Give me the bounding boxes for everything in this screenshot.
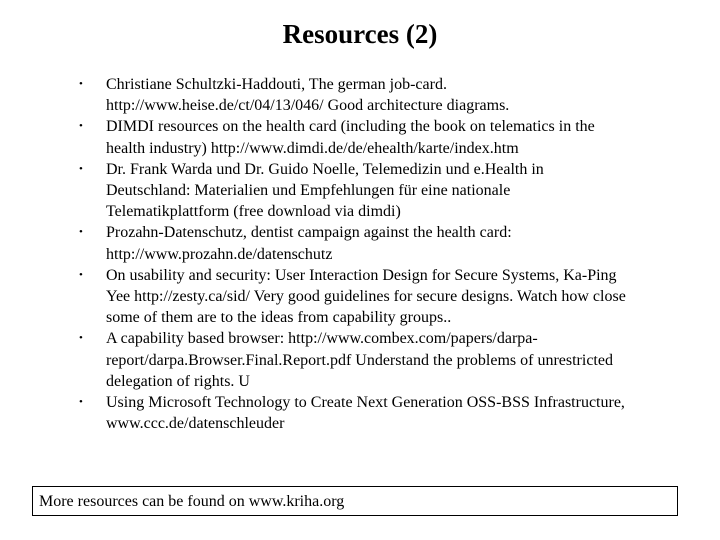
list-item-text: Christiane Schultzki-Haddouti, The german job-card. http://www.heise.de/ct/04/13/046/ Good architecture diagrams. — [106, 76, 510, 115]
list-item — [79, 222, 627, 264]
list-item-text: Prozahn-Datenschutz, dentist campaign against the health card: http://www.prozahn.de/datenschutz — [106, 224, 512, 263]
list-item — [79, 392, 627, 434]
list-item-text: A capability based browser: http://www.combex.com/papers/darpa-report/darpa.Browser.Final.Report.pdf Understand the problems of unrestricted delegation of rights. U — [106, 330, 613, 390]
bullet-icon: • — [79, 396, 83, 409]
list-item — [79, 116, 627, 158]
slide-title: Resources (2) — [282, 19, 438, 49]
bullet-icon: • — [79, 78, 83, 90]
footer-text: More resources can be found on www.kriha.org — [39, 493, 345, 510]
list-item-text: DIMDI resources on the health card (including the book on telematics in the health industry) http://www.dimdi.de/de/ehealth/karte/index.htm — [106, 118, 595, 157]
resource-list — [79, 74, 627, 434]
list-item-text: Dr. Frank Warda und Dr. Guido Noelle, Telemedizin und e.Health in Deutschland: Materialien und Empfehlungen für eine nationale Telematikplattform (free download via dimdi) — [106, 160, 544, 221]
list-item — [79, 159, 627, 223]
list-item-text: Using Microsoft Technology to Create Next Generation OSS-BSS Infrastructure, www.ccc.de/datenschleuder — [106, 394, 625, 433]
list-item — [79, 265, 627, 329]
list-item-text: On usability and security: User Interaction Design for Secure Systems, Ka-Ping Yee http://zesty.ca/sid/ Very good guidelines for secure designs. Watch how close some of them are to the ideas from capability groups.. — [106, 266, 626, 327]
bullet-icon: • — [79, 120, 83, 133]
bullet-icon: • — [79, 162, 83, 175]
bullet-icon: • — [79, 332, 83, 345]
bullet-icon: • — [79, 268, 83, 281]
bullet-icon: • — [79, 226, 83, 239]
list-item — [79, 74, 627, 116]
list-item — [79, 328, 627, 392]
footer-box — [32, 486, 678, 516]
